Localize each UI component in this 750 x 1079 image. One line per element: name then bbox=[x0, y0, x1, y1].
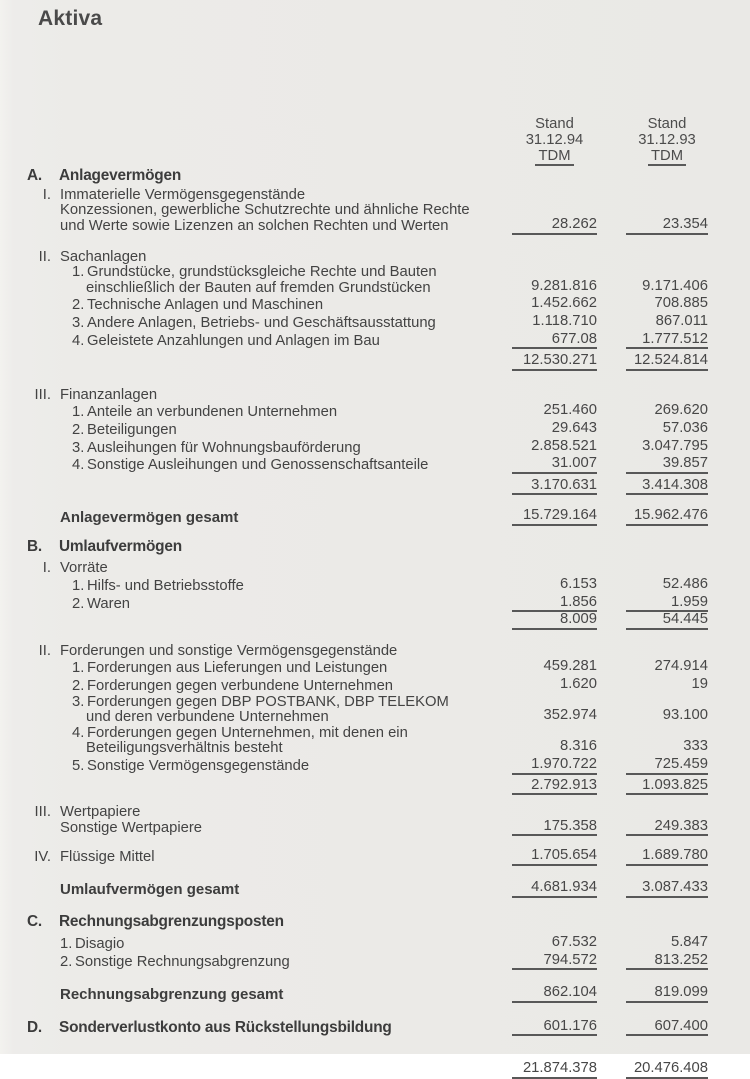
row-label-line bbox=[72, 695, 512, 711]
row-prefix: 5. bbox=[72, 758, 85, 775]
row-label-line bbox=[86, 710, 512, 726]
row-vorraete-summe bbox=[0, 612, 750, 630]
row-label-line bbox=[60, 882, 512, 898]
row-label-line bbox=[72, 458, 512, 474]
value-1993: 54.445 bbox=[626, 612, 708, 630]
row-label-line bbox=[72, 405, 512, 421]
value-1993: 708.885 bbox=[654, 295, 708, 312]
row-prefix: II. bbox=[38, 642, 51, 659]
value-1994: 9.281.816 bbox=[531, 277, 597, 294]
row-sachanlagen bbox=[0, 250, 750, 266]
row-disagio bbox=[0, 935, 750, 953]
row-label-line bbox=[86, 281, 512, 297]
row-label bbox=[0, 316, 512, 332]
row-label-line bbox=[72, 298, 512, 314]
value-1993: 1.689.780 bbox=[626, 848, 708, 866]
value-1993: 3.414.308 bbox=[626, 478, 708, 496]
row-sachanlagen-summe bbox=[0, 353, 750, 371]
row-prefix: 2. bbox=[72, 297, 85, 314]
row-label-text: Ausleihungen für Wohnungsbauförderung bbox=[87, 439, 361, 456]
row-label bbox=[0, 265, 512, 296]
row-label-line bbox=[60, 937, 512, 953]
row-prefix: 3. bbox=[72, 315, 85, 332]
row-label-text: Finanzanlagen bbox=[60, 386, 158, 403]
value-1993: 1.959 bbox=[626, 595, 708, 613]
value-1993: 269.620 bbox=[654, 402, 708, 419]
row-label bbox=[0, 914, 512, 931]
row-label-line bbox=[72, 726, 512, 742]
column-header-line: Stand bbox=[535, 116, 574, 132]
value-1994: 1.705.654 bbox=[512, 848, 597, 866]
value-1993: 1.777.512 bbox=[626, 332, 708, 350]
unit-label: TDM bbox=[648, 149, 686, 167]
row-forderungen-verbundene bbox=[0, 677, 750, 695]
row-label bbox=[0, 334, 512, 350]
row-label-line bbox=[25, 388, 512, 404]
row-label bbox=[0, 441, 512, 457]
row-prefix: 1. bbox=[72, 660, 85, 677]
row-prefix: II. bbox=[38, 248, 51, 265]
row-label-text: Immaterielle Vermögensgegenstände bbox=[60, 186, 306, 203]
value-1993: 9.171.406 bbox=[642, 277, 708, 294]
value-1994 bbox=[512, 928, 597, 930]
row-forderungen-lieferungen bbox=[0, 659, 750, 677]
row-sonstige-vermoegensgegenstaende bbox=[0, 757, 750, 775]
value-1993: 52.486 bbox=[662, 576, 708, 593]
column-unit-line bbox=[626, 149, 708, 167]
value-1993: 15.962.476 bbox=[626, 508, 708, 526]
row-label bbox=[0, 539, 512, 556]
row-hilfs-betriebsstoffe bbox=[0, 577, 750, 595]
row-label-line bbox=[72, 316, 512, 332]
value-1993: 819.099 bbox=[626, 985, 708, 1003]
value-1994: 31.007 bbox=[512, 456, 597, 474]
value-1994 bbox=[512, 553, 597, 555]
row-label bbox=[0, 597, 512, 613]
row-prefix: D. bbox=[27, 1018, 42, 1036]
row-section-umlaufvermoegen bbox=[0, 539, 750, 556]
row-vorraete bbox=[0, 561, 750, 577]
value-1994: 15.729.164 bbox=[512, 508, 597, 526]
value-1994: 677.08 bbox=[512, 332, 597, 350]
row-label bbox=[0, 644, 512, 660]
column-headers bbox=[0, 117, 750, 166]
row-label-line bbox=[60, 955, 512, 971]
value-1994: 251.460 bbox=[543, 402, 597, 419]
row-label-line bbox=[72, 334, 512, 350]
row-label-line bbox=[86, 741, 512, 757]
value-1994: 175.358 bbox=[512, 819, 597, 837]
row-label-text: Sachanlagen bbox=[60, 248, 147, 265]
column-header-line: 31.12.93 bbox=[638, 131, 696, 148]
row-label bbox=[0, 937, 512, 953]
row-label bbox=[0, 388, 512, 404]
row-prefix: 4. bbox=[72, 724, 85, 741]
row-prefix: 3. bbox=[72, 439, 85, 456]
row-label bbox=[0, 1020, 512, 1037]
row-label-text: Rechnungsabgrenzung gesamt bbox=[60, 986, 284, 1004]
row-prefix: 1. bbox=[60, 936, 73, 953]
row-label-text: Sonstige Ausleihungen und Genossenschaftsanteile bbox=[87, 457, 429, 474]
balance-sheet-rows bbox=[0, 168, 750, 1079]
value-1994: 1.118.710 bbox=[532, 313, 597, 330]
row-prefix: 4. bbox=[72, 457, 85, 474]
value-1993: 5.847 bbox=[670, 934, 708, 951]
row-label-text: Rechnungsabgrenzungsposten bbox=[59, 912, 284, 930]
row-label-text: Waren bbox=[87, 595, 131, 612]
value-1994: 1.856 bbox=[512, 595, 597, 613]
row-prefix: I. bbox=[42, 560, 51, 577]
value-1994: 601.176 bbox=[512, 1019, 597, 1037]
row-label bbox=[0, 987, 512, 1003]
row-sonderverlustkonto bbox=[0, 1019, 750, 1037]
row-prefix: 3. bbox=[72, 693, 85, 710]
value-1994: 21.874.378 bbox=[512, 1061, 597, 1079]
row-label bbox=[0, 850, 512, 866]
value-1993: 274.914 bbox=[654, 658, 708, 675]
row-prefix: C. bbox=[27, 912, 42, 930]
row-label-text: einschließlich der Bauten auf fremden Grundstücken bbox=[86, 279, 431, 296]
row-prefix: I. bbox=[42, 186, 51, 203]
row-label-text: und Werte sowie Lizenzen an solchen Rechten und Werten bbox=[60, 218, 449, 235]
value-1994: 8.009 bbox=[512, 612, 597, 630]
value-1993: 93.100 bbox=[662, 707, 708, 724]
row-finanzanlagen-summe bbox=[0, 478, 750, 496]
value-1993: 867.011 bbox=[655, 313, 708, 330]
row-label bbox=[0, 423, 512, 439]
row-label bbox=[0, 188, 512, 235]
row-label bbox=[0, 726, 512, 757]
row-prefix: 2. bbox=[72, 595, 85, 612]
row-label-line bbox=[25, 250, 512, 266]
row-label-text: Hilfs- und Betriebsstoffe bbox=[87, 578, 244, 595]
row-label-line bbox=[27, 1020, 512, 1037]
row-label bbox=[0, 759, 512, 775]
row-label-text: Sonderverlustkonto aus Rückstellungsbildung bbox=[59, 1018, 392, 1036]
value-1994: 3.170.631 bbox=[512, 478, 597, 496]
row-label-text: Anlagevermögen bbox=[59, 167, 182, 185]
value-1993: 813.252 bbox=[626, 953, 708, 971]
value-1993: 3.047.795 bbox=[642, 437, 708, 454]
row-label-text: Beteiligungen bbox=[87, 422, 177, 439]
row-label bbox=[0, 695, 512, 726]
value-1994: 4.681.934 bbox=[512, 880, 597, 898]
row-anteile-verbundene-unternehmen bbox=[0, 403, 750, 421]
row-ausleihungen-wohnungsbau bbox=[0, 439, 750, 457]
value-1994 bbox=[512, 263, 597, 265]
row-label-line bbox=[72, 597, 512, 613]
row-label-line bbox=[72, 423, 512, 439]
row-label-text: Forderungen und sonstige Vermögensgegenstände bbox=[60, 642, 398, 659]
row-andere-anlagen bbox=[0, 314, 750, 332]
row-grundstuecke bbox=[0, 265, 750, 296]
row-label-text: Grundstücke, grundstücksgleiche Rechte und Bauten bbox=[87, 264, 437, 281]
column-header-line: 31.12.94 bbox=[525, 131, 584, 148]
row-label-line bbox=[60, 821, 512, 837]
row-label bbox=[0, 882, 512, 898]
value-1994: 28.262 bbox=[512, 217, 597, 235]
row-prefix: III. bbox=[34, 804, 51, 821]
value-1993: 19 bbox=[691, 676, 708, 693]
row-label-line bbox=[72, 441, 512, 457]
row-label-line bbox=[60, 219, 512, 235]
row-label-text: Anteile an verbundenen Unternehmen bbox=[87, 404, 338, 421]
row-prefix: B. bbox=[27, 537, 42, 555]
row-label-text: Technische Anlagen und Maschinen bbox=[87, 297, 324, 314]
value-1994: 29.643 bbox=[551, 420, 597, 437]
row-label-line bbox=[72, 679, 512, 695]
value-1993 bbox=[626, 928, 708, 930]
value-1993 bbox=[626, 263, 708, 265]
row-finanzanlagen bbox=[0, 388, 750, 404]
row-label bbox=[0, 510, 512, 526]
value-1994 bbox=[512, 183, 597, 185]
value-1993: 12.524.814 bbox=[626, 353, 708, 371]
row-label-text: und deren verbundene Unternehmen bbox=[86, 709, 329, 726]
row-label-text: Forderungen gegen verbundene Unternehmen bbox=[87, 678, 394, 695]
row-section-rechnungsabgrenzungsposten bbox=[0, 914, 750, 931]
value-1994: 1.620 bbox=[559, 676, 597, 693]
row-label-line bbox=[25, 850, 512, 866]
row-prefix: A. bbox=[27, 167, 42, 185]
row-label bbox=[0, 679, 512, 695]
row-label-line bbox=[25, 644, 512, 660]
row-forderungen-dbp bbox=[0, 695, 750, 726]
row-label-line bbox=[60, 510, 512, 526]
row-label-text: Forderungen gegen DBP POSTBANK, DBP TELEKOM bbox=[87, 693, 449, 710]
row-umlaufvermoegen-gesamt bbox=[0, 880, 750, 898]
value-1994: 794.572 bbox=[512, 953, 597, 971]
row-prefix: 1. bbox=[72, 264, 85, 281]
row-label-line bbox=[25, 188, 512, 204]
row-label bbox=[0, 250, 512, 266]
value-1994: 2.792.913 bbox=[512, 778, 597, 796]
row-label-line bbox=[72, 661, 512, 677]
value-1994: 352.974 bbox=[543, 707, 597, 724]
row-label-line bbox=[27, 914, 512, 931]
column-unit-line bbox=[512, 149, 597, 167]
row-label-text: Geleistete Anzahlungen und Anlagen im Bau bbox=[87, 332, 380, 349]
row-label bbox=[0, 661, 512, 677]
row-label-line bbox=[72, 579, 512, 595]
row-label-text: Umlaufvermögen gesamt bbox=[60, 880, 240, 898]
value-1993: 57.036 bbox=[662, 420, 708, 437]
row-label bbox=[0, 298, 512, 314]
value-1993: 1.093.825 bbox=[626, 778, 708, 796]
row-label-text: Umlaufvermögen bbox=[59, 537, 182, 555]
value-1994: 8.316 bbox=[559, 738, 597, 755]
value-1993: 607.400 bbox=[626, 1019, 708, 1037]
row-technische-anlagen bbox=[0, 296, 750, 314]
value-1994: 12.530.271 bbox=[512, 353, 597, 371]
row-label-text: Beteiligungsverhältnis besteht bbox=[86, 740, 283, 757]
row-label-text: Vorräte bbox=[60, 560, 108, 577]
row-label bbox=[0, 805, 512, 836]
row-label-text: Sonstige Vermögensgegenstände bbox=[87, 758, 310, 775]
row-label-line bbox=[27, 168, 512, 185]
column-header-line: Stand bbox=[647, 116, 687, 132]
row-sonstige-rechnungsabgrenzung bbox=[0, 953, 750, 971]
row-fluessige-mittel bbox=[0, 848, 750, 866]
value-1994: 459.281 bbox=[543, 658, 597, 675]
row-label bbox=[0, 405, 512, 421]
row-prefix: IV. bbox=[34, 849, 51, 866]
row-label bbox=[0, 458, 512, 474]
row-sonstige-ausleihungen bbox=[0, 456, 750, 474]
column-header-1994 bbox=[512, 117, 597, 166]
value-1993: 725.459 bbox=[626, 757, 708, 775]
row-label-line bbox=[60, 987, 512, 1003]
row-label-line bbox=[72, 759, 512, 775]
row-label bbox=[0, 579, 512, 595]
unit-label: TDM bbox=[535, 149, 573, 167]
row-prefix: 2. bbox=[72, 422, 85, 439]
column-header-1993 bbox=[626, 117, 708, 166]
row-label-text: Sonstige Wertpapiere bbox=[60, 819, 203, 836]
row-label-text: Forderungen aus Lieferungen und Leistungen bbox=[87, 660, 388, 677]
row-prefix: 1. bbox=[72, 578, 85, 595]
row-label-line bbox=[27, 539, 512, 556]
row-prefix: 4. bbox=[72, 332, 85, 349]
value-1993: 20.476.408 bbox=[626, 1061, 708, 1079]
value-1994: 1.452.662 bbox=[531, 295, 597, 312]
row-label-line bbox=[25, 805, 512, 821]
row-label-text: Sonstige Rechnungsabgrenzung bbox=[75, 953, 290, 970]
row-forderungen-summe bbox=[0, 778, 750, 796]
row-anlagevermoegen-gesamt bbox=[0, 508, 750, 526]
page-title: Aktiva bbox=[38, 7, 103, 30]
value-1994: 862.104 bbox=[512, 985, 597, 1003]
row-prefix: 1. bbox=[72, 404, 85, 421]
row-bilanzsumme bbox=[0, 1061, 750, 1079]
row-label bbox=[0, 955, 512, 971]
value-1993 bbox=[626, 183, 708, 185]
row-waren bbox=[0, 595, 750, 613]
row-section-anlagevermoegen bbox=[0, 168, 750, 185]
row-label bbox=[0, 168, 512, 185]
row-wertpapiere bbox=[0, 805, 750, 836]
row-label-text: Konzessionen, gewerbliche Schutzrechte und ähnliche Rechte bbox=[60, 202, 470, 219]
row-immaterielle-vermoegensgegenstaende bbox=[0, 188, 750, 235]
row-geleistete-anzahlungen bbox=[0, 332, 750, 350]
value-1993: 249.383 bbox=[626, 819, 708, 837]
row-label bbox=[0, 561, 512, 577]
value-1993: 333 bbox=[683, 738, 708, 755]
row-label-line bbox=[60, 203, 512, 219]
row-label-text: Disagio bbox=[75, 936, 125, 953]
row-label-line bbox=[25, 561, 512, 577]
row-label-line bbox=[72, 265, 512, 281]
value-1993: 39.857 bbox=[626, 456, 708, 474]
row-label-text: Forderungen gegen Unternehmen, mit denen ein bbox=[87, 724, 408, 741]
value-1993 bbox=[626, 553, 708, 555]
row-forderungen bbox=[0, 644, 750, 660]
row-prefix: 2. bbox=[60, 953, 73, 970]
value-1993: 23.354 bbox=[626, 217, 708, 235]
row-prefix: 2. bbox=[72, 678, 85, 695]
value-1994: 2.858.521 bbox=[531, 437, 597, 454]
row-prefix: III. bbox=[34, 386, 51, 403]
value-1994: 67.532 bbox=[551, 934, 597, 951]
row-rechnungsabgrenzung-gesamt bbox=[0, 985, 750, 1003]
value-1993: 3.087.433 bbox=[626, 880, 708, 898]
row-label-text: Andere Anlagen, Betriebs- und Geschäftsausstattung bbox=[87, 315, 436, 332]
row-label-text: Flüssige Mittel bbox=[60, 849, 155, 866]
row-beteiligungen bbox=[0, 421, 750, 439]
row-label-text: Anlagevermögen gesamt bbox=[60, 509, 239, 527]
row-label-text: Wertpapiere bbox=[60, 804, 141, 821]
value-1994: 6.153 bbox=[559, 576, 597, 593]
value-1994: 1.970.722 bbox=[512, 757, 597, 775]
row-forderungen-beteiligung bbox=[0, 726, 750, 757]
